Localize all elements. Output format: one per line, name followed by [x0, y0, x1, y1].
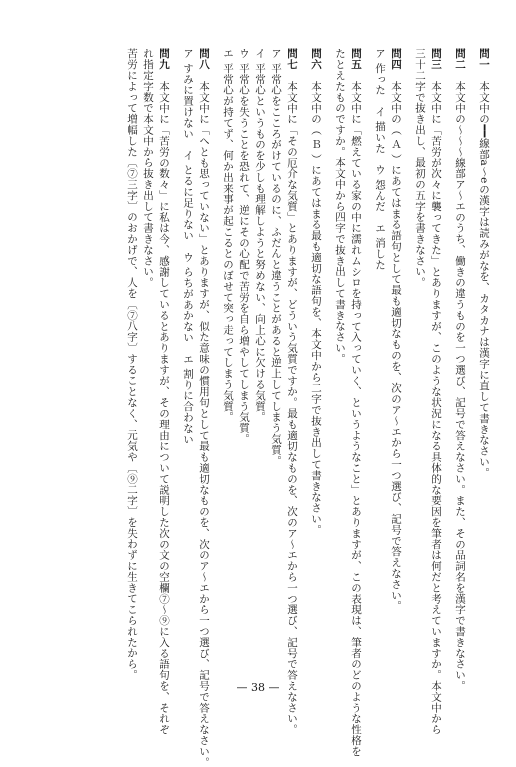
question-3	[430, 48, 442, 735]
question-4-choices	[374, 48, 386, 270]
choices-text: ア すみに置けない イ とるに足りない ウ らちがあかない エ 割りに合わない	[182, 48, 194, 445]
question-text: 本文中の（ Ａ ）にあてはまる語句として最も適切なものを、次のア〜エから一つ選び、記号で答えなさい。	[390, 80, 402, 612]
question-number: 問八	[198, 48, 210, 70]
summary-text: 苦労によって増幅した〔⑦三字〕のおかげで、人を〔⑦八字〕することなく、元気や〔⑨二字〕を失わずに生きてこられたから。	[126, 48, 138, 681]
question-7-choice-u	[238, 48, 250, 444]
question-number: 問三	[430, 48, 442, 70]
question-6	[310, 48, 322, 535]
choices-text: ア 作った イ 描いた ウ 怨んだ エ 消した	[374, 48, 386, 271]
choice-text: イ 平常心というものを少しも理解しようと努めない、向上心に欠ける気質。	[254, 48, 266, 423]
question-number: 問六	[310, 48, 322, 70]
question-3-cont	[414, 48, 426, 288]
question-8-choices	[182, 48, 194, 444]
question-9-summary	[126, 48, 138, 680]
question-7-choice-a	[270, 48, 282, 466]
question-1	[478, 48, 490, 478]
question-text: 本文中に「苦労が次々に襲ってきた」とありますが、このような状況になる具体的な要因を筆者は何だと考えていますか。本文中から	[430, 80, 442, 735]
question-number: 問二	[454, 48, 466, 70]
question-5	[350, 48, 362, 757]
question-number: 問一	[478, 48, 490, 70]
question-number: 問九	[158, 48, 170, 70]
question-text: 本文中の〜〜〜線部ア〜エのうち、働きの違うものを一つ選び、記号で答えなさい。また、その品詞名を漢字で書きなさい。	[454, 80, 466, 692]
question-text: 三十二字で抜き出し、最初の五字を書きなさい。	[414, 48, 426, 288]
question-text: 本文中に「へとも思っていない」とありますが、似た意味の慣用句として最も適切なものを、次のア〜エから一つ選び、記号で答えなさい。	[198, 80, 210, 767]
question-9	[158, 48, 170, 735]
question-text: 本文中の（ Ｂ ）にあてはまる最も適切な語句を、本文中から二字で抜き出して書きなさい。	[310, 80, 322, 536]
question-number: 問七	[286, 48, 298, 70]
page-number: — 38 —	[236, 681, 280, 694]
question-7	[286, 48, 298, 735]
question-5-cont	[334, 48, 346, 364]
question-8	[198, 48, 210, 767]
choice-text: エ 平常心が持てず、何か出来事が起こるとのぼせて突っ走ってしまう気質。	[222, 48, 234, 423]
question-text: 本文中に「その厄介な気質」とありますが、どういう気質ですか。最も適切なものを、次のア〜エから一つ選び、記号で答えなさい。	[286, 80, 298, 735]
question-2	[454, 48, 466, 691]
question-text: 本文中に「苦労の数々」に私は今、感謝しているとありますが、その理由について説明した次の文の空欄⑦〜⑨に入る語句を、それぞ	[158, 80, 170, 735]
choice-text: ア 平常心をこころがけているのに、ふだんと違うことがあると逆上してしまう気質。	[270, 48, 282, 466]
question-9-cont	[142, 48, 154, 288]
question-text: れ指定字数で本文中から抜き出して書きなさい。	[142, 48, 154, 288]
question-number: 問四	[390, 48, 402, 70]
question-text: 本文中の━━線部a〜eの漢字は読みがなを、カタカナは漢字に直して書きなさい。	[478, 80, 490, 479]
question-7-choice-e	[222, 48, 234, 422]
question-4	[390, 48, 402, 611]
question-text: 本文中に「燃えている家の中に濡れムシロを持って入っていく、というようなこと」とありますが、この表現は、筆者のどのような性格を	[350, 80, 362, 757]
question-number: 問五	[350, 48, 362, 70]
question-7-choice-i	[254, 48, 266, 422]
question-text: たとえたものですか。本文中から四字で抜き出して書きなさい。	[334, 48, 346, 365]
choice-text: ウ 平常心を失うことを恐れて、逆にその心配で苦労を自ら増やしてしまう気質。	[238, 48, 250, 445]
